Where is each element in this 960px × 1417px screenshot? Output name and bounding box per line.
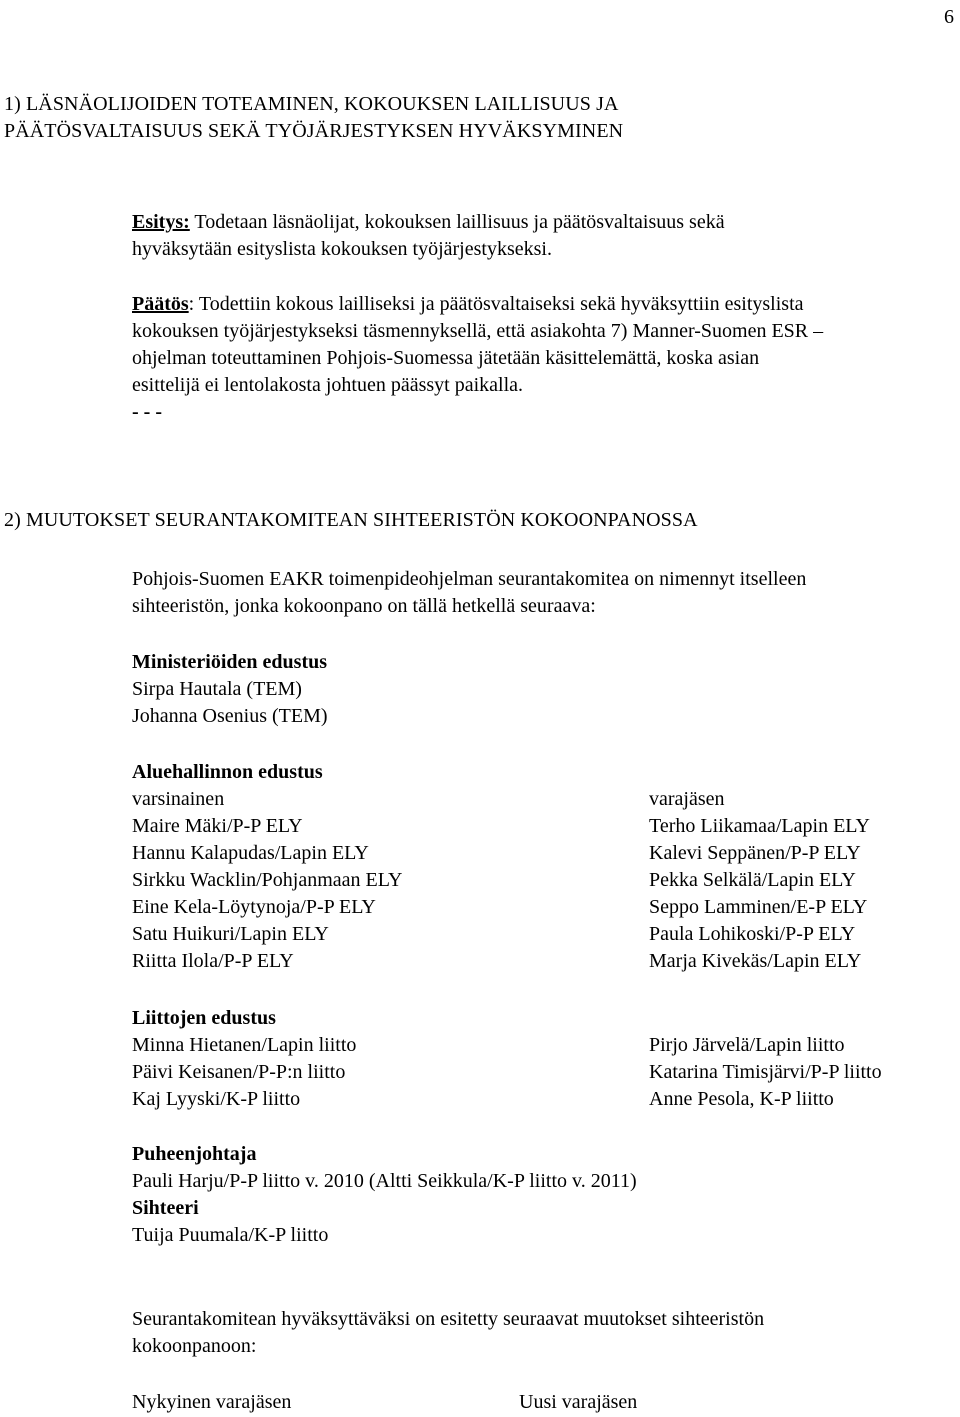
proposal-paragraph <box>132 209 725 263</box>
closing-line: kokoonpanoon: <box>132 1335 257 1357</box>
member-name: Kaj Lyyski/K-P liitto <box>132 1088 301 1110</box>
unions-deputies <box>649 1032 882 1113</box>
region-group <box>132 759 402 975</box>
chair-name: Pauli Harju/P-P liitto v. 2010 (Altti Seikkula/K-P liitto v. 2011) <box>132 1170 637 1192</box>
member-name: Sirpa Hautala (TEM) <box>132 678 302 700</box>
current-deputy-header: Nykyinen varajäsen <box>132 1391 292 1413</box>
region-deputies <box>649 786 870 975</box>
new-deputy-header: Uusi varajäsen <box>519 1391 638 1413</box>
chair-title: Puheenjohtaja <box>132 1143 257 1165</box>
member-name: Hannu Kalapudas/Lapin ELY <box>132 842 369 864</box>
closing-line: Seurantakomitean hyväksyttäväksi on esitetty seuraavat muutokset sihteeristön <box>132 1308 765 1330</box>
proposal-label: Esitys: <box>132 211 190 233</box>
page-number: 6 <box>944 6 954 28</box>
proposal-text: hyväksytään esityslista kokouksen työjärjestykseksi. <box>132 238 552 260</box>
secretary-name: Tuija Puumala/K-P liitto <box>132 1224 329 1246</box>
deputy-name: Anne Pesola, K-P liitto <box>649 1088 834 1110</box>
regular-member-header: varsinainen <box>132 788 225 810</box>
member-name: Riitta Ilola/P-P ELY <box>132 950 294 972</box>
member-name: Maire Mäki/P-P ELY <box>132 815 303 837</box>
member-name: Päivi Keisanen/P-P:n liitto <box>132 1061 346 1083</box>
deputy-name: Katarina Timisjärvi/P-P liitto <box>649 1061 882 1083</box>
section1-heading-line: 1) LÄSNÄOLIJOIDEN TOTEAMINEN, KOKOUKSEN LAILLISUUS JA <box>4 93 619 115</box>
deputy-name: Pekka Selkälä/Lapin ELY <box>649 869 856 891</box>
proposal-text: Todetaan läsnäolijat, kokouksen laillisuus ja päätösvaltaisuus sekä <box>189 211 725 233</box>
deputy-header: varajäsen <box>649 788 725 810</box>
member-name: Minna Hietanen/Lapin liitto <box>132 1034 357 1056</box>
intro-line: sihteeristön, jonka kokoonpano on tällä hetkellä seuraava: <box>132 595 596 617</box>
separator: - - - <box>132 401 162 423</box>
unions-group <box>132 1005 356 1113</box>
secretariat-intro <box>132 566 806 620</box>
deputy-name: Paula Lohikoski/P-P ELY <box>649 923 856 945</box>
section1-heading <box>4 91 623 145</box>
member-name: Eine Kela-Löytynoja/P-P ELY <box>132 896 376 918</box>
secretary-title: Sihteeri <box>132 1197 199 1219</box>
ministry-group <box>132 649 328 730</box>
deputy-name: Marja Kivekäs/Lapin ELY <box>649 950 862 972</box>
decision-text: esittelijä ei lentolakosta johtuen päässyt paikalla. <box>132 374 523 396</box>
region-title: Aluehallinnon edustus <box>132 761 323 783</box>
closing-paragraph <box>132 1306 764 1360</box>
section1-heading-line: PÄÄTÖSVALTAISUUS SEKÄ TYÖJÄRJESTYKSEN HYVÄKSYMINEN <box>4 120 624 142</box>
unions-title: Liittojen edustus <box>132 1007 276 1029</box>
chair-secretary-group <box>132 1141 637 1249</box>
section2-heading: 2) MUUTOKSET SEURANTAKOMITEAN SIHTEERISTÖN KOKOONPANOSSA <box>4 509 698 531</box>
decision-paragraph <box>132 291 823 426</box>
deputy-name: Pirjo Järvelä/Lapin liitto <box>649 1034 845 1056</box>
decision-text: : Todettiin kokous lailliseksi ja päätösvaltaiseksi sekä hyväksyttiin esityslista <box>188 293 804 315</box>
deputy-name: Terho Liikamaa/Lapin ELY <box>649 815 870 837</box>
member-name: Sirkku Wacklin/Pohjanmaan ELY <box>132 869 403 891</box>
member-name: Satu Huikuri/Lapin ELY <box>132 923 329 945</box>
deputy-name: Kalevi Seppänen/P-P ELY <box>649 842 861 864</box>
decision-text: kokouksen työjärjestykseksi täsmennyksellä, että asiakohta 7) Manner-Suomen ESR – <box>132 320 824 342</box>
deputy-name: Seppo Lamminen/E-P ELY <box>649 896 868 918</box>
decision-label: Päätös <box>132 293 189 315</box>
decision-text: ohjelman toteuttaminen Pohjois-Suomessa jätetään käsittelemättä, koska asian <box>132 347 760 369</box>
member-name: Johanna Osenius (TEM) <box>132 705 328 727</box>
intro-line: Pohjois-Suomen EAKR toimenpideohjelman seurantakomitea on nimennyt itselleen <box>132 568 807 590</box>
ministry-title: Ministeriöiden edustus <box>132 651 328 673</box>
